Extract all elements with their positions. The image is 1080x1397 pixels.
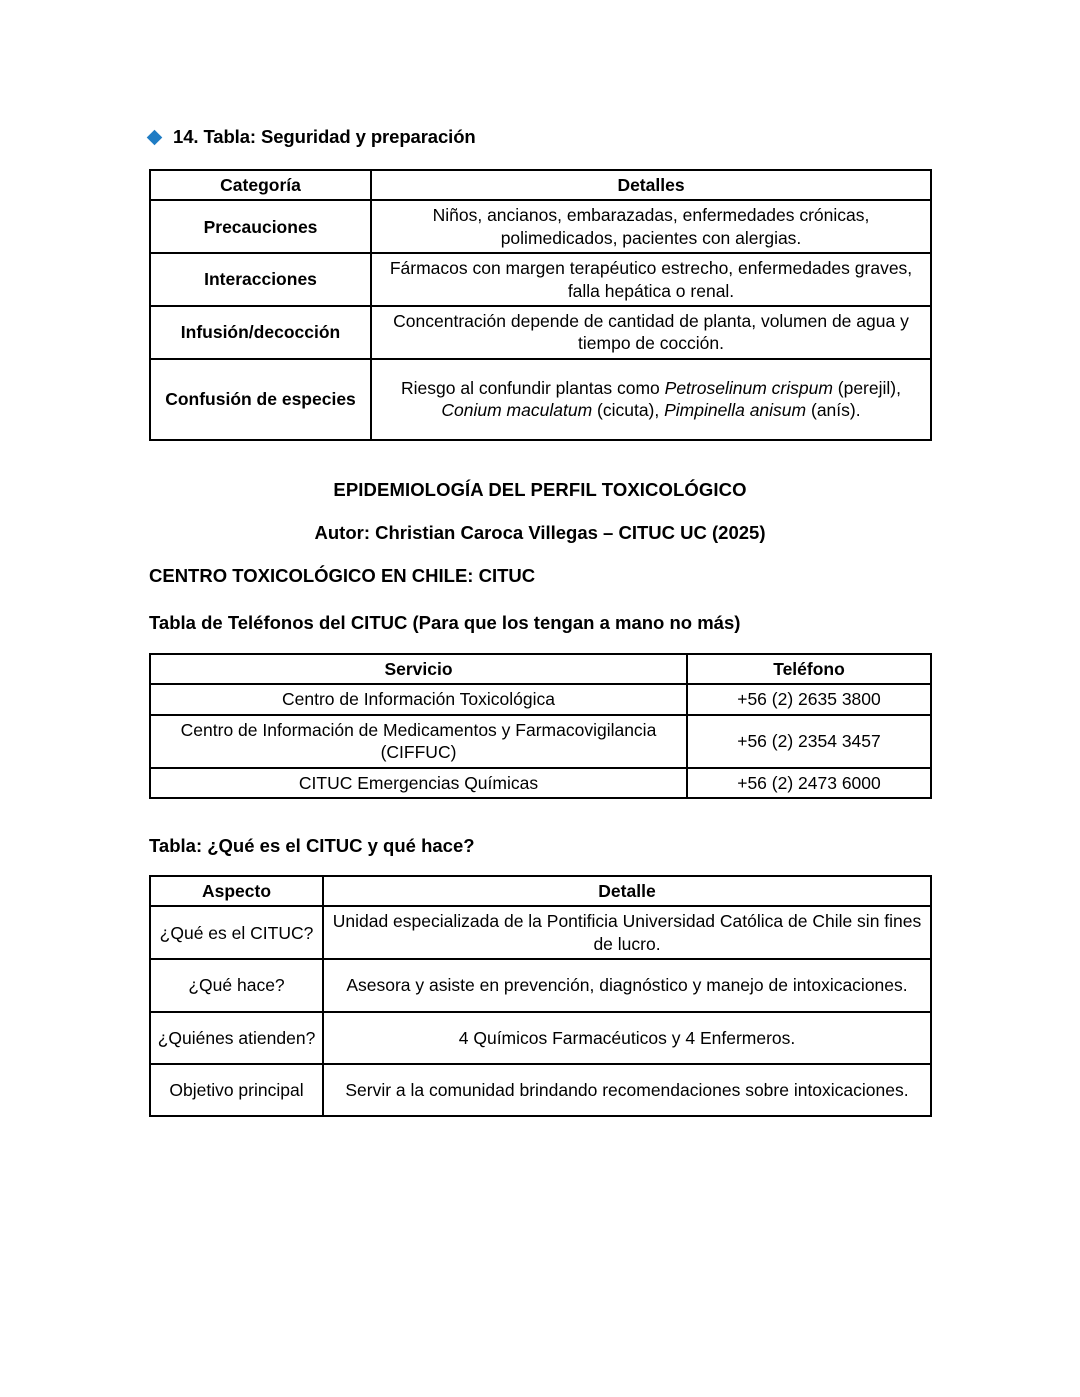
cell-categoria: Precauciones	[150, 200, 371, 253]
subheading-tabla-telefonos: Tabla de Teléfonos del CITUC (Para que los tengan a mano no más)	[149, 612, 741, 633]
cell-telefono: +56 (2) 2354 3457	[687, 715, 931, 768]
table-row	[150, 253, 931, 306]
section-bullet-heading	[149, 126, 476, 148]
cell-detalle: Asesora y asiste en prevención, diagnóstico y manejo de intoxicaciones.	[323, 959, 931, 1012]
page-title: EPIDEMIOLOGÍA DEL PERFIL TOXICOLÓGICO	[333, 479, 747, 500]
table-header-row	[150, 654, 931, 684]
table-row	[150, 1064, 931, 1116]
table-seguridad-y-preparacion	[149, 169, 932, 441]
cell-categoria: Interacciones	[150, 253, 371, 306]
table-row	[150, 306, 931, 359]
column-header-categoria: Categoría	[150, 170, 371, 200]
cell-aspecto: ¿Qué hace?	[150, 959, 323, 1012]
cell-detalles: Niños, ancianos, embarazadas, enfermedades crónicas, polimedicados, pacientes con alergias.	[371, 200, 931, 253]
cell-servicio: Centro de Información de Medicamentos y Farmacovigilancia (CIFFUC)	[150, 715, 687, 768]
column-header-aspecto: Aspecto	[150, 876, 323, 906]
cell-aspecto: ¿Quiénes atienden?	[150, 1012, 323, 1064]
column-header-servicio: Servicio	[150, 654, 687, 684]
cell-categoria: Infusión/decocción	[150, 306, 371, 359]
diamond-bullet-icon	[147, 129, 163, 145]
author-line: Autor: Christian Caroca Villegas – CITUC UC (2025)	[314, 522, 766, 543]
table-row	[150, 715, 931, 768]
cell-detalles: Concentración depende de cantidad de planta, volumen de agua y tiempo de cocción.	[371, 306, 931, 359]
table-header-row	[150, 876, 931, 906]
table-row	[150, 1012, 931, 1064]
column-header-detalles: Detalles	[371, 170, 931, 200]
cell-aspecto: Objetivo principal	[150, 1064, 323, 1116]
section-bullet-heading-label: 14. Tabla: Seguridad y preparación	[173, 126, 476, 147]
cell-detalle: Unidad especializada de la Pontificia Universidad Católica de Chile sin fines de lucro.	[323, 906, 931, 959]
table-row	[150, 906, 931, 959]
table-row	[150, 359, 931, 440]
table-row	[150, 959, 931, 1012]
cell-servicio: CITUC Emergencias Químicas	[150, 768, 687, 798]
table-row	[150, 200, 931, 253]
cell-detalle: Servir a la comunidad brindando recomendaciones sobre intoxicaciones.	[323, 1064, 931, 1116]
subheading-tabla-que-es-cituc: Tabla: ¿Qué es el CITUC y qué hace?	[149, 835, 475, 856]
table-header-row	[150, 170, 931, 200]
table-row	[150, 684, 931, 714]
cell-telefono: +56 (2) 2473 6000	[687, 768, 931, 798]
cell-detalles-rich: Riesgo al confundir plantas como Petroselinum crispum (perejil), Conium maculatum (cicuta), Pimpinella anisum (anís).	[371, 359, 931, 440]
table-telefonos-del-cituc	[149, 653, 932, 799]
cell-telefono: +56 (2) 2635 3800	[687, 684, 931, 714]
subheading-centro-toxicologico: CENTRO TOXICOLÓGICO EN CHILE: CITUC	[149, 565, 536, 586]
table-row	[150, 768, 931, 798]
cell-servicio: Centro de Información Toxicológica	[150, 684, 687, 714]
table-que-es-el-cituc	[149, 875, 932, 1117]
cell-detalles: Fármacos con margen terapéutico estrecho, enfermedades graves, falla hepática o renal.	[371, 253, 931, 306]
cell-detalle: 4 Químicos Farmacéuticos y 4 Enfermeros.	[323, 1012, 931, 1064]
column-header-detalle: Detalle	[323, 876, 931, 906]
cell-categoria: Confusión de especies	[150, 359, 371, 440]
column-header-telefono: Teléfono	[687, 654, 931, 684]
cell-aspecto: ¿Qué es el CITUC?	[150, 906, 323, 959]
